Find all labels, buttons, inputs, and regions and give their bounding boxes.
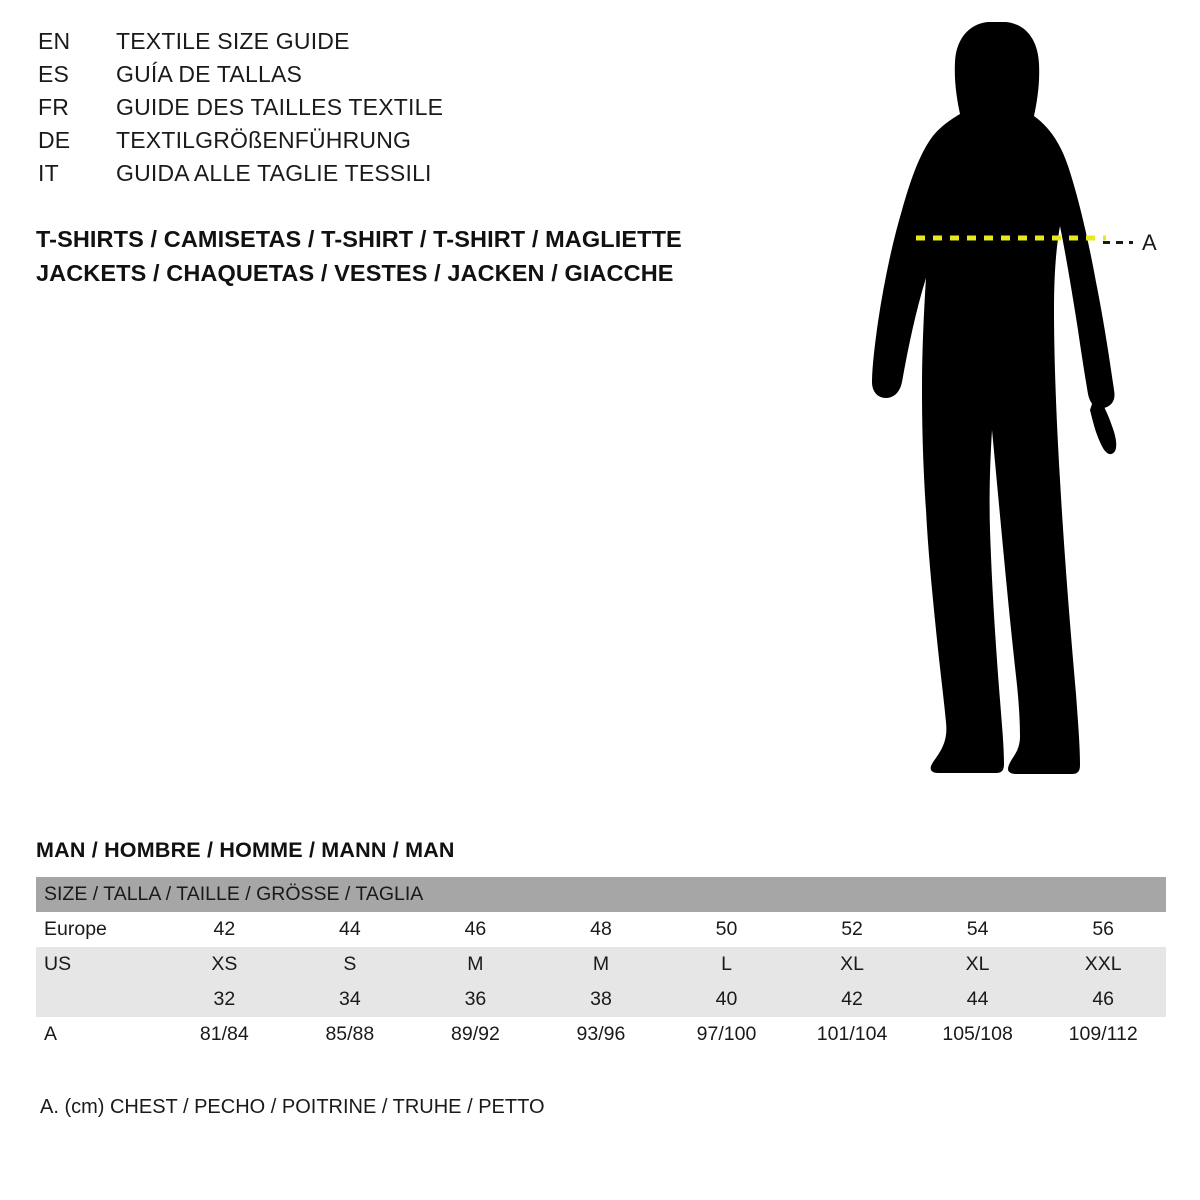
footnote: A. (cm) CHEST / PECHO / POITRINE / TRUHE / PETTO [40,1096,545,1118]
cell: 36 [413,982,539,1017]
table-row [36,912,1166,947]
table-header-label: SIZE / TALLA / TAILLE / GRÖSSE / TAGLIA [36,877,1166,912]
size-table-section [36,838,1166,1052]
cell: 42 [162,912,288,947]
row-label: Europe [36,912,162,947]
cell: 46 [1040,982,1166,1017]
language-legend [38,28,738,193]
body-figure [820,10,1180,810]
cell: 42 [789,982,915,1017]
cell: 93/96 [538,1017,664,1052]
cell: 101/104 [789,1017,915,1052]
measure-leader-dashes [1103,241,1133,244]
cell: 40 [664,982,790,1017]
category-tshirts: T-SHIRTS / CAMISETAS / T-SHIRT / T-SHIRT / MAGLIETTE [36,226,682,252]
legend-row [38,94,738,127]
legend-row [38,28,738,61]
table-row [36,1017,1166,1052]
cell: 109/112 [1040,1017,1166,1052]
cell: XS [162,947,288,982]
cell: 81/84 [162,1017,288,1052]
cell: 54 [915,912,1041,947]
cell: 89/92 [413,1017,539,1052]
legend-label: TEXTILE SIZE GUIDE [116,28,350,54]
legend-code: ES [38,61,70,87]
legend-row [38,160,738,193]
cell: 38 [538,982,664,1017]
table-row [36,947,1166,982]
cell: 52 [789,912,915,947]
legend-label: GUIDE DES TAILLES TEXTILE [116,94,444,120]
legend-code: DE [38,127,71,153]
legend-code: EN [38,28,71,54]
cell: 97/100 [664,1017,790,1052]
category-headings [36,222,682,290]
cell: 50 [664,912,790,947]
legend-row [38,61,738,94]
row-label [36,982,162,1017]
cell: 105/108 [915,1017,1041,1052]
legend-label: GUIDA ALLE TAGLIE TESSILI [116,160,432,186]
cell: S [287,947,413,982]
cell: 48 [538,912,664,947]
table-row [36,982,1166,1017]
legend-code: FR [38,94,70,120]
cell: 46 [413,912,539,947]
size-table [36,877,1166,1052]
cell: 44 [915,982,1041,1017]
measure-label-a: A [1142,230,1157,255]
row-label: A [36,1017,162,1052]
cell: XL [915,947,1041,982]
legend-label: GUÍA DE TALLAS [116,61,303,87]
group-title-man: MAN / HOMBRE / HOMME / MANN / MAN [36,838,455,862]
cell: 56 [1040,912,1166,947]
cell: 32 [162,982,288,1017]
man-silhouette-icon [820,10,1180,800]
cell: L [664,947,790,982]
legend-label: TEXTILGRÖßENFÜHRUNG [116,127,412,153]
cell: XXL [1040,947,1166,982]
legend-code: IT [38,160,59,186]
row-label: US [36,947,162,982]
table-header-row [36,877,1166,912]
cell: 44 [287,912,413,947]
category-jackets: JACKETS / CHAQUETAS / VESTES / JACKEN / GIACCHE [36,260,674,286]
cell: M [538,947,664,982]
cell: XL [789,947,915,982]
cell: M [413,947,539,982]
cell: 34 [287,982,413,1017]
cell: 85/88 [287,1017,413,1052]
legend-row [38,127,738,160]
